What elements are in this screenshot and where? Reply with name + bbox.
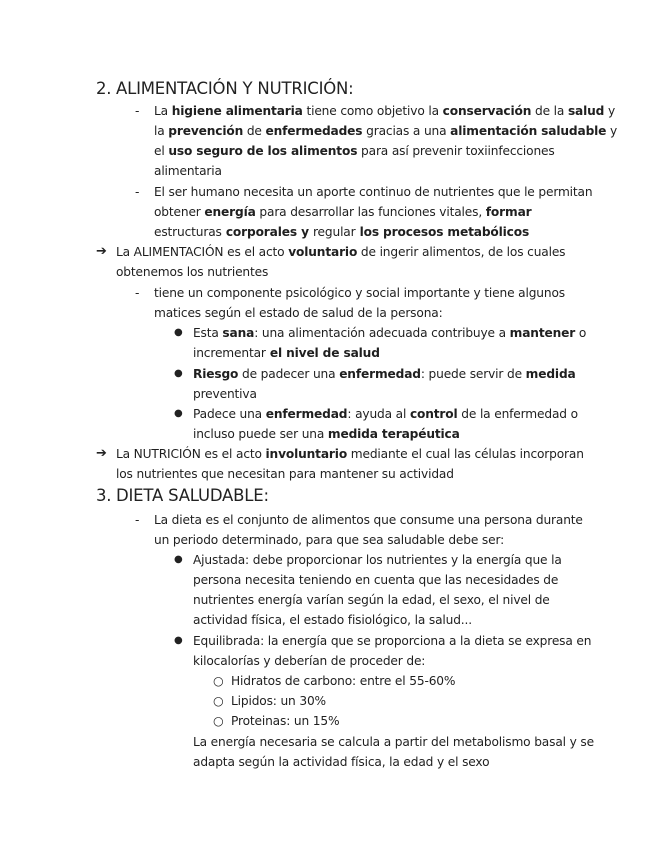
text-run: nutrientes energía varían según la edad, el sexo, el nivel de: [193, 593, 550, 607]
text-run: Proteinas: un 15%: [231, 714, 340, 728]
text-run: tiene un componente psicológico y social importante y tiene algunos: [154, 286, 565, 300]
text-line: [231, 711, 339, 731]
text-run: los nutrientes que necesitan para mantener su actividad: [116, 467, 454, 481]
text-line: [154, 202, 532, 222]
bold-text: control: [409, 407, 458, 421]
bold-text: mantener: [509, 326, 576, 340]
dash-marker: -: [135, 104, 140, 118]
circle-marker: ○: [213, 694, 224, 708]
text-line: [154, 182, 592, 202]
dash-marker: -: [135, 185, 140, 199]
section-heading-3: [96, 486, 269, 505]
section-number: 3.: [96, 486, 112, 505]
text-run: Esta: [193, 326, 223, 340]
text-run: preventiva: [193, 387, 257, 401]
bold-text: alimentación saludable: [450, 124, 607, 138]
text-run: La ALIMENTACIÓN es el acto: [116, 245, 289, 259]
text-run: de la: [531, 104, 568, 118]
text-line: [154, 510, 583, 530]
text-run: Lipidos: un 30%: [231, 694, 326, 708]
bold-text: corporales y: [221, 225, 313, 239]
bullet-marker: ●: [174, 327, 183, 338]
bold-text: enfermedad: [265, 407, 348, 421]
dash-marker: -: [135, 513, 140, 527]
text-line: [193, 384, 257, 404]
text-run: kilocalorías y deberían de proceder de:: [193, 654, 426, 668]
text-line: [193, 424, 460, 444]
text-line: [154, 141, 555, 161]
text-line: [193, 404, 578, 424]
bold-text: formar: [485, 205, 532, 219]
bold-text: salud: [567, 104, 605, 118]
text-run: El ser humano necesita un aporte continuo de nutrientes que le permitan: [154, 185, 593, 199]
bullet-marker: ●: [174, 408, 183, 419]
bold-text: los procesos metabólicos: [355, 225, 530, 239]
section-heading-2: [96, 79, 354, 98]
text-line: [231, 691, 326, 711]
text-line: [154, 283, 565, 303]
bold-text: voluntario: [288, 245, 358, 259]
text-line: [154, 222, 529, 242]
text-line: [116, 262, 268, 282]
text-run: Equilibrada: la energía que se proporciona a la dieta se expresa en: [193, 634, 592, 648]
text-run: matices según el estado de salud de la persona:: [154, 306, 443, 320]
text-run: de: [243, 124, 266, 138]
bold-text: energía: [204, 205, 256, 219]
bold-text: conservación: [442, 104, 532, 118]
text-run: para desarrollar las funciones vitales,: [255, 205, 486, 219]
bold-text: involuntario: [265, 447, 348, 461]
text-line: [193, 343, 380, 363]
text-line: [231, 671, 455, 691]
text-run: un periodo determinado, para que sea saludable debe ser:: [154, 533, 505, 547]
text-run: mediante el cual las células incorporan: [347, 447, 584, 461]
bold-text: uso seguro de los alimentos: [168, 144, 358, 158]
section-title: DIETA SALUDABLE:: [116, 486, 269, 505]
bold-text: medida terapéutica: [327, 427, 460, 441]
text-run: incrementar: [193, 346, 266, 360]
text-line: [193, 732, 594, 752]
text-run: : ayuda al: [347, 407, 410, 421]
text-run: de padecer una: [238, 367, 340, 381]
text-line: [193, 364, 576, 384]
text-run: para así prevenir toxiinfecciones: [357, 144, 555, 158]
bullet-marker: ●: [174, 368, 183, 379]
text-run: de la enfermedad o: [457, 407, 578, 421]
bold-text: el nivel de salud: [265, 346, 380, 360]
text-run: La energía necesaria se calcula a partir del metabolismo basal y se: [193, 735, 594, 749]
text-run: La: [154, 104, 172, 118]
dash-marker: -: [135, 286, 140, 300]
text-line: [193, 610, 472, 630]
text-line: [193, 323, 586, 343]
text-run: La dieta es el conjunto de alimentos que consume una persona durante: [154, 513, 583, 527]
circle-marker: ○: [213, 714, 224, 728]
text-run: el: [154, 144, 169, 158]
text-run: alimentaria: [154, 164, 222, 178]
text-run: y: [606, 124, 618, 138]
circle-marker: ○: [213, 674, 224, 688]
bold-text: Riesgo: [193, 367, 239, 381]
text-line: [154, 530, 504, 550]
text-line: [193, 550, 562, 570]
text-run: actividad física, el estado fisiológico, la salud...: [193, 613, 472, 627]
text-line: [116, 444, 584, 464]
text-run: La NUTRICIÓN es el acto: [116, 447, 266, 461]
bullet-marker: ●: [174, 554, 183, 565]
section-number: 2.: [96, 79, 112, 98]
text-run: : una alimentación adecuada contribuye a: [254, 326, 510, 340]
arrow-marker: ➔: [96, 244, 107, 259]
text-run: Hidratos de carbono: entre el 55-60%: [231, 674, 456, 688]
text-line: [154, 161, 222, 181]
text-run: regular: [312, 225, 356, 239]
text-run: y: [604, 104, 616, 118]
text-run: la: [154, 124, 169, 138]
bold-text: enfermedades: [265, 124, 363, 138]
text-line: [154, 303, 443, 323]
bold-text: enfermedad: [339, 367, 421, 381]
text-run: incluso puede ser una: [193, 427, 328, 441]
arrow-marker: ➔: [96, 446, 107, 461]
bold-text: medida: [525, 367, 576, 381]
text-line: [193, 570, 558, 590]
text-run: obtener: [154, 205, 205, 219]
text-run: o: [575, 326, 587, 340]
text-run: Ajustada: debe proporcionar los nutrientes y la energía que la: [193, 553, 562, 567]
text-line: [193, 651, 425, 671]
text-run: Padece una: [193, 407, 266, 421]
text-run: tiene como objetivo la: [302, 104, 443, 118]
bold-text: sana: [222, 326, 255, 340]
text-run: : puede servir de: [420, 367, 526, 381]
text-run: obtenemos los nutrientes: [116, 265, 269, 279]
text-run: de ingerir alimentos, de los cuales: [357, 245, 566, 259]
text-line: [193, 590, 550, 610]
text-run: adapta según la actividad física, la edad y el sexo: [193, 755, 490, 769]
text-run: estructuras: [154, 225, 222, 239]
text-line: [193, 752, 489, 772]
text-line: [193, 631, 591, 651]
bold-text: higiene alimentaria: [171, 104, 303, 118]
text-run: gracias a una: [362, 124, 451, 138]
bullet-marker: ●: [174, 635, 183, 646]
bold-text: prevención: [168, 124, 244, 138]
text-line: [154, 121, 617, 141]
section-title: ALIMENTACIÓN Y NUTRICIÓN:: [116, 79, 354, 98]
text-line: [116, 242, 565, 262]
text-line: [154, 101, 615, 121]
text-line: [116, 464, 454, 484]
text-run: persona necesita teniendo en cuenta que las necesidades de: [193, 573, 559, 587]
